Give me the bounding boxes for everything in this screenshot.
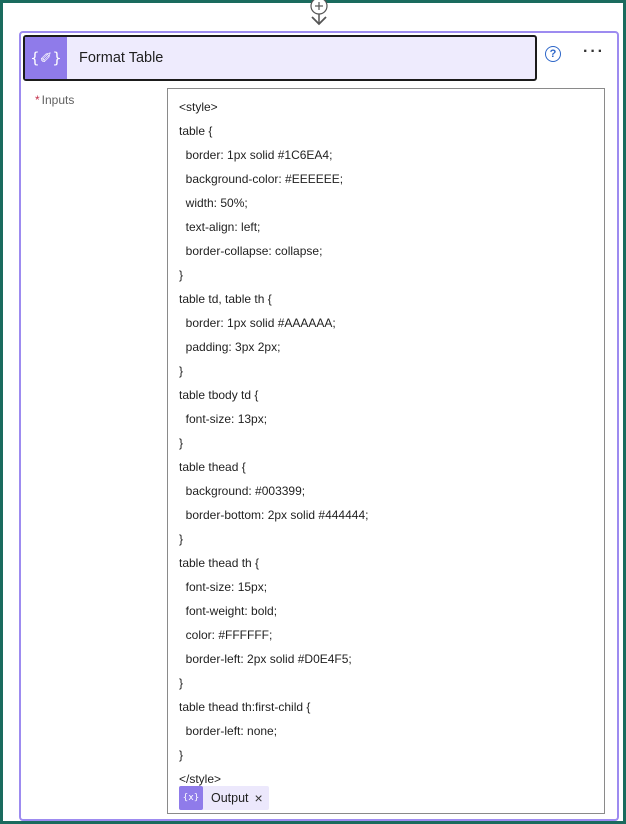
- code-line: font-size: 15px;: [179, 580, 268, 594]
- code-line: border: 1px solid #AAAAAA;: [179, 316, 336, 330]
- code-line: background: #003399;: [179, 484, 306, 498]
- help-icon[interactable]: [545, 46, 561, 62]
- inputs-field[interactable]: [167, 88, 605, 814]
- code-line: <style>: [179, 100, 218, 114]
- code-line: font-weight: bold;: [179, 604, 278, 618]
- more-glyph: ···: [583, 43, 605, 60]
- variable-icon: [179, 786, 203, 810]
- add-step-connector-icon[interactable]: [307, 0, 331, 30]
- token-label: Output: [211, 791, 249, 805]
- action-card: [19, 31, 619, 821]
- code-line: }: [179, 364, 184, 378]
- code-line: border-left: none;: [179, 724, 278, 738]
- more-options-icon[interactable]: [583, 43, 605, 61]
- curly-braces-icon: [25, 37, 67, 79]
- code-line: table td, table th {: [179, 292, 272, 306]
- code-line: </style>: [179, 772, 222, 786]
- code-line: }: [179, 676, 184, 690]
- code-line: border: 1px solid #1C6EA4;: [179, 148, 333, 162]
- help-glyph: ?: [549, 48, 557, 60]
- code-line: width: 50%;: [179, 196, 248, 210]
- required-marker: *: [35, 93, 40, 107]
- code-line: }: [179, 532, 184, 546]
- code-line: }: [179, 748, 184, 762]
- remove-token-icon[interactable]: ×: [254, 790, 263, 806]
- action-icon-glyph: {✐}: [30, 49, 62, 67]
- inputs-label: [35, 93, 74, 107]
- code-line: border-collapse: collapse;: [179, 244, 323, 258]
- output-token[interactable]: [179, 786, 269, 810]
- code-line: table thead th {: [179, 556, 260, 570]
- action-title[interactable]: Format Table: [79, 50, 164, 66]
- inputs-label-text: Inputs: [41, 93, 75, 107]
- code-lines: [179, 95, 368, 791]
- token-icon-glyph: {x}: [182, 793, 200, 803]
- action-header[interactable]: [23, 35, 537, 81]
- code-line: padding: 3px 2px;: [179, 340, 281, 354]
- code-line: table {: [179, 124, 213, 138]
- code-line: background-color: #EEEEEE;: [179, 172, 344, 186]
- code-line: border-bottom: 2px solid #444444;: [179, 508, 369, 522]
- code-line: }: [179, 436, 184, 450]
- code-line: table tbody td {: [179, 388, 259, 402]
- code-line: }: [179, 268, 184, 282]
- code-line: table thead {: [179, 460, 246, 474]
- code-line: font-size: 13px;: [179, 412, 268, 426]
- code-line: table thead th:first-child {: [179, 700, 311, 714]
- code-line: text-align: left;: [179, 220, 261, 234]
- code-line: border-left: 2px solid #D0E4F5;: [179, 652, 352, 666]
- code-line: color: #FFFFFF;: [179, 628, 273, 642]
